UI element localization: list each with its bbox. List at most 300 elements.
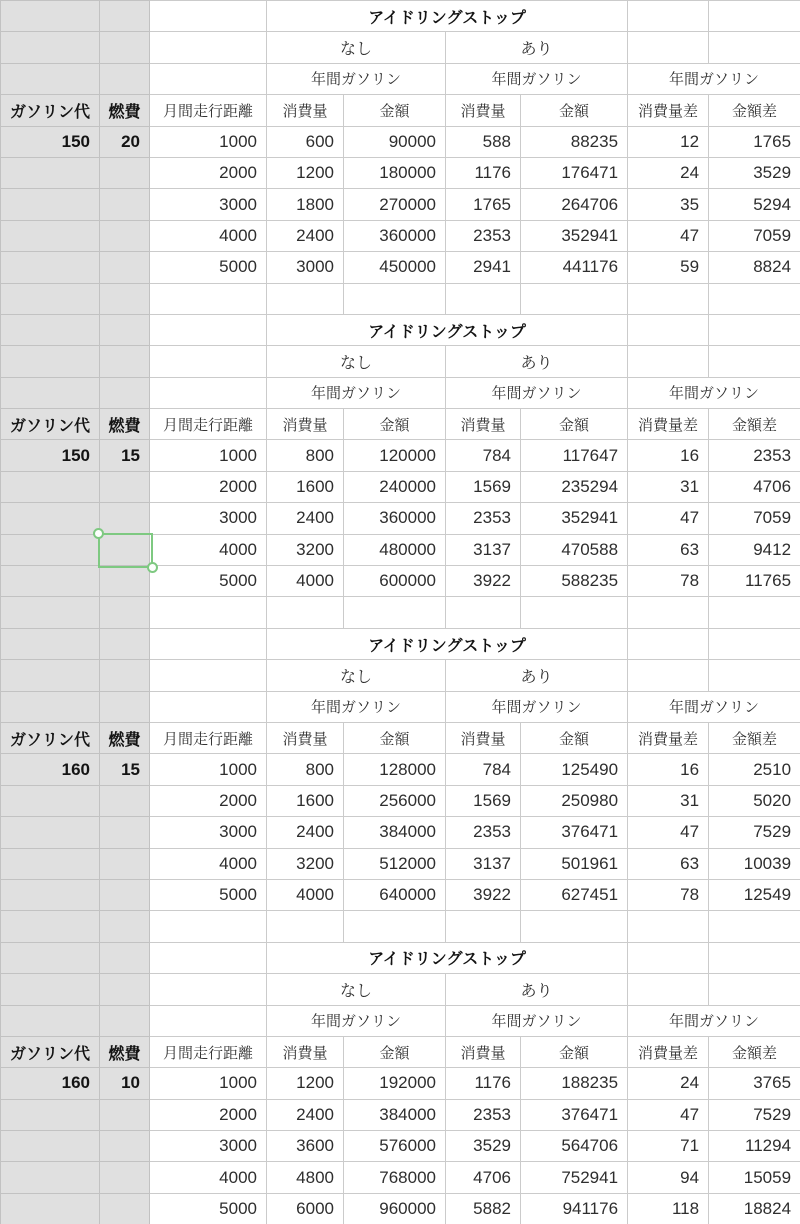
cell[interactable]: 3200 — [267, 848, 344, 879]
empty-cell[interactable] — [1, 1131, 100, 1162]
cell[interactable]: 360000 — [344, 220, 446, 251]
empty-cell[interactable] — [628, 628, 709, 659]
cell[interactable]: 5000 — [150, 879, 267, 910]
empty-cell[interactable] — [1, 220, 100, 251]
cell[interactable]: 63 — [628, 534, 709, 565]
cell[interactable]: 256000 — [344, 785, 446, 816]
empty-cell[interactable] — [1, 785, 100, 816]
annual-gasoline-header[interactable]: 年間ガソリン — [267, 1005, 446, 1036]
fuel-economy-value[interactable]: 20 — [100, 126, 150, 157]
empty-cell[interactable] — [100, 942, 150, 973]
cell[interactable]: 2400 — [267, 220, 344, 251]
empty-cell[interactable] — [150, 691, 267, 722]
empty-cell[interactable] — [150, 314, 267, 345]
without-header[interactable]: なし — [267, 660, 446, 691]
with-header[interactable]: あり — [446, 32, 628, 63]
cell[interactable]: 768000 — [344, 1162, 446, 1193]
cell[interactable]: 470588 — [521, 534, 628, 565]
cell[interactable]: 250980 — [521, 785, 628, 816]
cell[interactable]: 3000 — [267, 252, 344, 283]
empty-cell[interactable] — [150, 974, 267, 1005]
empty-cell[interactable] — [100, 879, 150, 910]
cell[interactable]: 4000 — [150, 1162, 267, 1193]
col-header-consumption[interactable]: 消費量 — [446, 1036, 521, 1067]
cell[interactable]: 117647 — [521, 440, 628, 471]
with-header[interactable]: あり — [446, 346, 628, 377]
empty-cell[interactable] — [100, 597, 150, 628]
cell[interactable]: 18824 — [709, 1193, 800, 1224]
cell[interactable]: 16 — [628, 440, 709, 471]
gas-price-value[interactable]: 160 — [1, 754, 100, 785]
empty-cell[interactable] — [100, 566, 150, 597]
cell[interactable]: 450000 — [344, 252, 446, 283]
empty-cell[interactable] — [521, 911, 628, 942]
cell[interactable]: 640000 — [344, 879, 446, 910]
col-header-fuel-economy[interactable]: 燃費 — [100, 409, 150, 440]
col-header-fuel-economy[interactable]: 燃費 — [100, 722, 150, 753]
cell[interactable]: 3000 — [150, 503, 267, 534]
empty-cell[interactable] — [267, 283, 344, 314]
cell[interactable]: 1569 — [446, 471, 521, 502]
empty-cell[interactable] — [100, 471, 150, 502]
cell[interactable]: 3200 — [267, 534, 344, 565]
empty-cell[interactable] — [150, 63, 267, 94]
cell[interactable]: 1176 — [446, 157, 521, 188]
cell[interactable]: 784 — [446, 754, 521, 785]
cell[interactable]: 441176 — [521, 252, 628, 283]
empty-cell[interactable] — [1, 1099, 100, 1130]
empty-cell[interactable] — [1, 534, 100, 565]
cell[interactable]: 360000 — [344, 503, 446, 534]
cell[interactable]: 31 — [628, 471, 709, 502]
cell[interactable]: 16 — [628, 754, 709, 785]
cell[interactable]: 10039 — [709, 848, 800, 879]
col-header-monthly-distance[interactable]: 月間走行距離 — [150, 722, 267, 753]
cell[interactable]: 5000 — [150, 1193, 267, 1224]
cell[interactable]: 5000 — [150, 566, 267, 597]
cell[interactable]: 270000 — [344, 189, 446, 220]
empty-cell[interactable] — [100, 911, 150, 942]
col-header-amount[interactable]: 金額 — [521, 1036, 628, 1067]
empty-cell[interactable] — [1, 377, 100, 408]
col-header-consumption[interactable]: 消費量 — [267, 1036, 344, 1067]
cell[interactable]: 240000 — [344, 471, 446, 502]
empty-cell[interactable] — [1, 252, 100, 283]
empty-cell[interactable] — [100, 252, 150, 283]
empty-cell[interactable] — [709, 942, 800, 973]
empty-cell[interactable] — [100, 314, 150, 345]
cell[interactable]: 94 — [628, 1162, 709, 1193]
cell[interactable]: 3600 — [267, 1131, 344, 1162]
col-header-amount-diff[interactable]: 金額差 — [709, 95, 800, 126]
fuel-economy-value[interactable]: 10 — [100, 1068, 150, 1099]
cell[interactable]: 78 — [628, 879, 709, 910]
fuel-economy-value[interactable]: 15 — [100, 440, 150, 471]
cell[interactable]: 47 — [628, 503, 709, 534]
selection-box[interactable] — [98, 533, 153, 568]
empty-cell[interactable] — [150, 628, 267, 659]
col-header-gas-price[interactable]: ガソリン代 — [1, 95, 100, 126]
empty-cell[interactable] — [100, 346, 150, 377]
cell[interactable]: 1000 — [150, 754, 267, 785]
gas-price-value[interactable]: 160 — [1, 1068, 100, 1099]
empty-cell[interactable] — [446, 911, 521, 942]
col-header-consumption-diff[interactable]: 消費量差 — [628, 409, 709, 440]
cell[interactable]: 352941 — [521, 503, 628, 534]
empty-cell[interactable] — [150, 1, 267, 32]
empty-cell[interactable] — [150, 346, 267, 377]
cell[interactable]: 3000 — [150, 189, 267, 220]
col-header-consumption-diff[interactable]: 消費量差 — [628, 1036, 709, 1067]
col-header-amount-diff[interactable]: 金額差 — [709, 409, 800, 440]
cell[interactable]: 90000 — [344, 126, 446, 157]
cell[interactable]: 12549 — [709, 879, 800, 910]
cell[interactable]: 1176 — [446, 1068, 521, 1099]
empty-cell[interactable] — [100, 1131, 150, 1162]
col-header-gas-price[interactable]: ガソリン代 — [1, 409, 100, 440]
col-header-fuel-economy[interactable]: 燃費 — [100, 1036, 150, 1067]
col-header-amount[interactable]: 金額 — [344, 1036, 446, 1067]
empty-cell[interactable] — [709, 314, 800, 345]
annual-gasoline-header[interactable]: 年間ガソリン — [446, 63, 628, 94]
empty-cell[interactable] — [1, 283, 100, 314]
empty-cell[interactable] — [1, 628, 100, 659]
empty-cell[interactable] — [100, 1162, 150, 1193]
empty-cell[interactable] — [628, 942, 709, 973]
cell[interactable]: 3922 — [446, 566, 521, 597]
cell[interactable]: 2000 — [150, 1099, 267, 1130]
empty-cell[interactable] — [628, 1, 709, 32]
cell[interactable]: 24 — [628, 157, 709, 188]
col-header-amount[interactable]: 金額 — [344, 409, 446, 440]
annual-gasoline-header[interactable]: 年間ガソリン — [446, 1005, 628, 1036]
cell[interactable]: 31 — [628, 785, 709, 816]
empty-cell[interactable] — [1, 1, 100, 32]
empty-cell[interactable] — [1, 817, 100, 848]
cell[interactable]: 4706 — [446, 1162, 521, 1193]
empty-cell[interactable] — [628, 911, 709, 942]
col-header-amount[interactable]: 金額 — [521, 722, 628, 753]
cell[interactable]: 4706 — [709, 471, 800, 502]
without-header[interactable]: なし — [267, 32, 446, 63]
cell[interactable]: 2353 — [709, 440, 800, 471]
cell[interactable]: 5294 — [709, 189, 800, 220]
annual-gasoline-header[interactable]: 年間ガソリン — [267, 691, 446, 722]
cell[interactable]: 3529 — [446, 1131, 521, 1162]
empty-cell[interactable] — [1, 597, 100, 628]
empty-cell[interactable] — [1, 691, 100, 722]
annual-gasoline-header[interactable]: 年間ガソリン — [628, 1005, 800, 1036]
empty-cell[interactable] — [1, 471, 100, 502]
col-header-fuel-economy[interactable]: 燃費 — [100, 95, 150, 126]
cell[interactable]: 4000 — [150, 534, 267, 565]
cell[interactable]: 4000 — [150, 848, 267, 879]
empty-cell[interactable] — [150, 942, 267, 973]
cell[interactable]: 7059 — [709, 503, 800, 534]
empty-cell[interactable] — [1, 1193, 100, 1224]
cell[interactable]: 1000 — [150, 1068, 267, 1099]
cell[interactable]: 120000 — [344, 440, 446, 471]
cell[interactable]: 5000 — [150, 252, 267, 283]
empty-cell[interactable] — [100, 1193, 150, 1224]
empty-cell[interactable] — [709, 346, 800, 377]
empty-cell[interactable] — [446, 283, 521, 314]
cell[interactable]: 47 — [628, 817, 709, 848]
cell[interactable]: 180000 — [344, 157, 446, 188]
cell[interactable]: 71 — [628, 1131, 709, 1162]
col-header-consumption[interactable]: 消費量 — [267, 722, 344, 753]
annual-gasoline-header[interactable]: 年間ガソリン — [267, 63, 446, 94]
empty-cell[interactable] — [709, 660, 800, 691]
empty-cell[interactable] — [150, 597, 267, 628]
cell[interactable]: 2510 — [709, 754, 800, 785]
annual-gasoline-header[interactable]: 年間ガソリン — [628, 63, 800, 94]
empty-cell[interactable] — [100, 32, 150, 63]
empty-cell[interactable] — [344, 911, 446, 942]
cell[interactable]: 2353 — [446, 1099, 521, 1130]
cell[interactable]: 5882 — [446, 1193, 521, 1224]
cell[interactable]: 941176 — [521, 1193, 628, 1224]
empty-cell[interactable] — [1, 32, 100, 63]
idling-stop-header[interactable]: アイドリングストップ — [267, 942, 628, 973]
cell[interactable]: 78 — [628, 566, 709, 597]
empty-cell[interactable] — [150, 911, 267, 942]
annual-gasoline-header[interactable]: 年間ガソリン — [446, 377, 628, 408]
empty-cell[interactable] — [267, 911, 344, 942]
empty-cell[interactable] — [1, 346, 100, 377]
cell[interactable]: 501961 — [521, 848, 628, 879]
cell[interactable]: 1200 — [267, 157, 344, 188]
cell[interactable]: 7529 — [709, 1099, 800, 1130]
empty-cell[interactable] — [100, 974, 150, 1005]
selection-handle-top-left[interactable] — [93, 528, 104, 539]
cell[interactable]: 11765 — [709, 566, 800, 597]
empty-cell[interactable] — [100, 628, 150, 659]
col-header-monthly-distance[interactable]: 月間走行距離 — [150, 409, 267, 440]
empty-cell[interactable] — [709, 1, 800, 32]
cell[interactable]: 35 — [628, 189, 709, 220]
fuel-economy-value[interactable]: 15 — [100, 754, 150, 785]
empty-cell[interactable] — [100, 848, 150, 879]
col-header-amount[interactable]: 金額 — [344, 95, 446, 126]
empty-cell[interactable] — [100, 1, 150, 32]
empty-cell[interactable] — [1, 660, 100, 691]
cell[interactable]: 3137 — [446, 848, 521, 879]
cell[interactable]: 8824 — [709, 252, 800, 283]
col-header-amount[interactable]: 金額 — [344, 722, 446, 753]
cell[interactable]: 2353 — [446, 503, 521, 534]
col-header-consumption[interactable]: 消費量 — [446, 95, 521, 126]
cell[interactable]: 376471 — [521, 817, 628, 848]
cell[interactable]: 118 — [628, 1193, 709, 1224]
cell[interactable]: 3137 — [446, 534, 521, 565]
cell[interactable]: 128000 — [344, 754, 446, 785]
cell[interactable]: 63 — [628, 848, 709, 879]
empty-cell[interactable] — [100, 189, 150, 220]
cell[interactable]: 4800 — [267, 1162, 344, 1193]
empty-cell[interactable] — [1, 974, 100, 1005]
col-header-monthly-distance[interactable]: 月間走行距離 — [150, 1036, 267, 1067]
idling-stop-header[interactable]: アイドリングストップ — [267, 314, 628, 345]
empty-cell[interactable] — [628, 314, 709, 345]
cell[interactable]: 2000 — [150, 785, 267, 816]
empty-cell[interactable] — [446, 597, 521, 628]
cell[interactable]: 88235 — [521, 126, 628, 157]
annual-gasoline-header[interactable]: 年間ガソリン — [446, 691, 628, 722]
cell[interactable]: 2400 — [267, 1099, 344, 1130]
empty-cell[interactable] — [1, 314, 100, 345]
cell[interactable]: 3000 — [150, 1131, 267, 1162]
cell[interactable]: 384000 — [344, 1099, 446, 1130]
cell[interactable]: 960000 — [344, 1193, 446, 1224]
cell[interactable]: 7059 — [709, 220, 800, 251]
empty-cell[interactable] — [628, 32, 709, 63]
annual-gasoline-header[interactable]: 年間ガソリン — [267, 377, 446, 408]
col-header-consumption[interactable]: 消費量 — [267, 95, 344, 126]
cell[interactable]: 2941 — [446, 252, 521, 283]
empty-cell[interactable] — [1, 1162, 100, 1193]
empty-cell[interactable] — [150, 32, 267, 63]
empty-cell[interactable] — [150, 660, 267, 691]
col-header-gas-price[interactable]: ガソリン代 — [1, 1036, 100, 1067]
cell[interactable]: 1765 — [446, 189, 521, 220]
cell[interactable]: 800 — [267, 440, 344, 471]
gas-price-value[interactable]: 150 — [1, 440, 100, 471]
cell[interactable]: 11294 — [709, 1131, 800, 1162]
col-header-amount-diff[interactable]: 金額差 — [709, 1036, 800, 1067]
cell[interactable]: 3000 — [150, 817, 267, 848]
cell[interactable]: 15059 — [709, 1162, 800, 1193]
annual-gasoline-header[interactable]: 年間ガソリン — [628, 691, 800, 722]
cell[interactable]: 3765 — [709, 1068, 800, 1099]
with-header[interactable]: あり — [446, 974, 628, 1005]
cell[interactable]: 3529 — [709, 157, 800, 188]
col-header-consumption-diff[interactable]: 消費量差 — [628, 722, 709, 753]
without-header[interactable]: なし — [267, 346, 446, 377]
cell[interactable]: 1569 — [446, 785, 521, 816]
cell[interactable]: 235294 — [521, 471, 628, 502]
cell[interactable]: 752941 — [521, 1162, 628, 1193]
empty-cell[interactable] — [100, 63, 150, 94]
cell[interactable]: 5020 — [709, 785, 800, 816]
empty-cell[interactable] — [1, 1005, 100, 1036]
empty-cell[interactable] — [1, 942, 100, 973]
cell[interactable]: 59 — [628, 252, 709, 283]
selection-handle-bottom-right[interactable] — [147, 562, 158, 573]
cell[interactable]: 800 — [267, 754, 344, 785]
empty-cell[interactable] — [267, 597, 344, 628]
cell[interactable]: 9412 — [709, 534, 800, 565]
cell[interactable]: 192000 — [344, 1068, 446, 1099]
empty-cell[interactable] — [709, 283, 800, 314]
cell[interactable]: 376471 — [521, 1099, 628, 1130]
cell[interactable]: 627451 — [521, 879, 628, 910]
empty-cell[interactable] — [521, 597, 628, 628]
empty-cell[interactable] — [709, 911, 800, 942]
cell[interactable]: 12 — [628, 126, 709, 157]
empty-cell[interactable] — [628, 283, 709, 314]
cell[interactable]: 600 — [267, 126, 344, 157]
empty-cell[interactable] — [709, 628, 800, 659]
empty-cell[interactable] — [100, 1099, 150, 1130]
empty-cell[interactable] — [100, 220, 150, 251]
cell[interactable]: 7529 — [709, 817, 800, 848]
cell[interactable]: 4000 — [150, 220, 267, 251]
without-header[interactable]: なし — [267, 974, 446, 1005]
empty-cell[interactable] — [100, 157, 150, 188]
cell[interactable]: 264706 — [521, 189, 628, 220]
cell[interactable]: 2400 — [267, 503, 344, 534]
cell[interactable]: 1600 — [267, 471, 344, 502]
idling-stop-header[interactable]: アイドリングストップ — [267, 628, 628, 659]
cell[interactable]: 784 — [446, 440, 521, 471]
col-header-gas-price[interactable]: ガソリン代 — [1, 722, 100, 753]
cell[interactable]: 176471 — [521, 157, 628, 188]
cell[interactable]: 352941 — [521, 220, 628, 251]
cell[interactable]: 4000 — [267, 566, 344, 597]
empty-cell[interactable] — [150, 377, 267, 408]
empty-cell[interactable] — [100, 785, 150, 816]
empty-cell[interactable] — [1, 848, 100, 879]
empty-cell[interactable] — [1, 157, 100, 188]
empty-cell[interactable] — [709, 597, 800, 628]
cell[interactable]: 4000 — [267, 879, 344, 910]
col-header-consumption[interactable]: 消費量 — [446, 722, 521, 753]
idling-stop-header[interactable]: アイドリングストップ — [267, 1, 628, 32]
empty-cell[interactable] — [1, 911, 100, 942]
empty-cell[interactable] — [150, 1005, 267, 1036]
empty-cell[interactable] — [344, 283, 446, 314]
empty-cell[interactable] — [344, 597, 446, 628]
gas-price-value[interactable]: 150 — [1, 126, 100, 157]
cell[interactable]: 2353 — [446, 220, 521, 251]
cell[interactable]: 2000 — [150, 471, 267, 502]
cell[interactable]: 2400 — [267, 817, 344, 848]
cell[interactable]: 24 — [628, 1068, 709, 1099]
empty-cell[interactable] — [1, 879, 100, 910]
cell[interactable]: 384000 — [344, 817, 446, 848]
empty-cell[interactable] — [100, 283, 150, 314]
empty-cell[interactable] — [100, 817, 150, 848]
cell[interactable]: 188235 — [521, 1068, 628, 1099]
cell[interactable]: 512000 — [344, 848, 446, 879]
col-header-amount[interactable]: 金額 — [521, 95, 628, 126]
cell[interactable]: 1800 — [267, 189, 344, 220]
cell[interactable]: 125490 — [521, 754, 628, 785]
cell[interactable]: 2353 — [446, 817, 521, 848]
cell[interactable]: 3922 — [446, 879, 521, 910]
empty-cell[interactable] — [100, 660, 150, 691]
empty-cell[interactable] — [628, 597, 709, 628]
col-header-consumption[interactable]: 消費量 — [446, 409, 521, 440]
cell[interactable]: 600000 — [344, 566, 446, 597]
empty-cell[interactable] — [628, 974, 709, 1005]
cell[interactable]: 1765 — [709, 126, 800, 157]
empty-cell[interactable] — [709, 974, 800, 1005]
empty-cell[interactable] — [150, 283, 267, 314]
cell[interactable]: 564706 — [521, 1131, 628, 1162]
cell[interactable]: 1600 — [267, 785, 344, 816]
col-header-consumption[interactable]: 消費量 — [267, 409, 344, 440]
empty-cell[interactable] — [628, 660, 709, 691]
empty-cell[interactable] — [100, 377, 150, 408]
cell[interactable]: 47 — [628, 220, 709, 251]
cell[interactable]: 47 — [628, 1099, 709, 1130]
empty-cell[interactable] — [628, 346, 709, 377]
col-header-monthly-distance[interactable]: 月間走行距離 — [150, 95, 267, 126]
cell[interactable]: 1200 — [267, 1068, 344, 1099]
cell[interactable]: 2000 — [150, 157, 267, 188]
